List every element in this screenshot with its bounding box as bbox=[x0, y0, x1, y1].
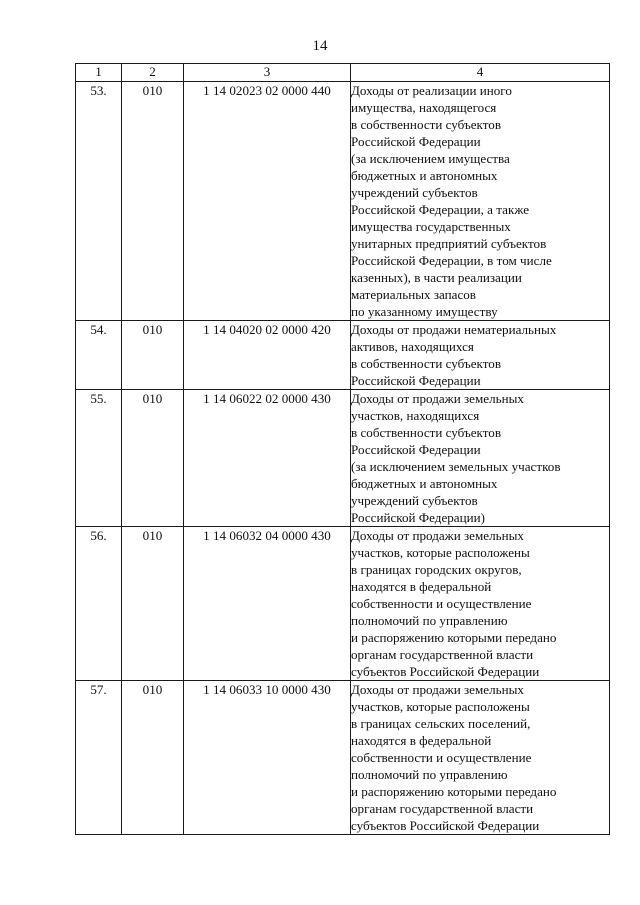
income-name-line: по указанному имуществу bbox=[351, 304, 498, 319]
table-header-row bbox=[76, 64, 610, 82]
income-name-line: полномочий по управлению bbox=[351, 613, 508, 628]
income-name-line: Российской Федерации bbox=[351, 134, 481, 149]
income-name-line: (за исключением земельных участков bbox=[351, 459, 561, 474]
income-name-cell bbox=[351, 390, 610, 527]
income-name-line: в границах городских округов, bbox=[351, 562, 522, 577]
income-name-cell bbox=[351, 527, 610, 681]
income-name-line: Доходы от продажи земельных bbox=[351, 682, 524, 697]
income-name-cell bbox=[351, 82, 610, 321]
administrator-code-cell: 010 bbox=[122, 527, 184, 681]
budget-classification-code-cell: 1 14 04020 02 0000 420 bbox=[184, 321, 351, 390]
page-number: 14 bbox=[312, 38, 328, 54]
income-name-line: бюджетных и автономных bbox=[351, 168, 498, 183]
table-row bbox=[76, 321, 610, 390]
row-number-cell: 56. bbox=[76, 527, 122, 681]
table-body bbox=[76, 82, 610, 835]
column-header-3: 3 bbox=[184, 64, 351, 82]
income-name-line: и распоряжению которыми передано bbox=[351, 630, 557, 645]
table-row bbox=[76, 527, 610, 681]
table-row bbox=[76, 681, 610, 835]
income-name-line: и распоряжению которыми передано bbox=[351, 784, 557, 799]
income-name-line: Российской Федерации) bbox=[351, 510, 485, 525]
income-name-line: активов, находящихся bbox=[351, 339, 474, 354]
income-name-line: унитарных предприятий субъектов bbox=[351, 236, 547, 251]
income-name-line: участков, находящихся bbox=[351, 408, 480, 423]
budget-classification-code-cell: 1 14 06033 10 0000 430 bbox=[184, 681, 351, 835]
income-name-line: находятся в федеральной bbox=[351, 579, 492, 594]
income-name-line: полномочий по управлению bbox=[351, 767, 508, 782]
income-name-cell bbox=[351, 321, 610, 390]
income-name-line: Российской Федерации bbox=[351, 442, 481, 457]
income-name-line: в собственности субъектов bbox=[351, 117, 502, 132]
income-name-line: материальных запасов bbox=[351, 287, 476, 302]
income-name-line: казенных), в части реализации bbox=[351, 270, 522, 285]
administrator-code-cell: 010 bbox=[122, 681, 184, 835]
administrator-code-cell: 010 bbox=[122, 321, 184, 390]
income-name-line: собственности и осуществление bbox=[351, 596, 532, 611]
income-name-line: органам государственной власти bbox=[351, 801, 534, 816]
income-name-line: в собственности субъектов bbox=[351, 356, 502, 371]
budget-classification-code-cell: 1 14 06022 02 0000 430 bbox=[184, 390, 351, 527]
income-name-line: бюджетных и автономных bbox=[351, 476, 498, 491]
income-name-line: Российской Федерации, а также bbox=[351, 202, 530, 217]
income-name-line: имущества государственных bbox=[351, 219, 511, 234]
income-name-line: в границах сельских поселений, bbox=[351, 716, 531, 731]
income-name-line: субъектов Российской Федерации bbox=[351, 664, 540, 679]
row-number-cell: 54. bbox=[76, 321, 122, 390]
budget-classification-code-cell: 1 14 06032 04 0000 430 bbox=[184, 527, 351, 681]
row-number-cell: 53. bbox=[76, 82, 122, 321]
income-name-line: субъектов Российской Федерации bbox=[351, 818, 540, 833]
income-name-line: Доходы от продажи земельных bbox=[351, 528, 524, 543]
income-name-line: Доходы от продажи нематериальных bbox=[351, 322, 557, 337]
column-header-1: 1 bbox=[76, 64, 122, 82]
income-name-line: Доходы от продажи земельных bbox=[351, 391, 524, 406]
income-name-cell bbox=[351, 681, 610, 835]
income-name-line: находятся в федеральной bbox=[351, 733, 492, 748]
income-name-line: Российской Федерации bbox=[351, 373, 481, 388]
income-name-line: собственности и осуществление bbox=[351, 750, 532, 765]
income-name-line: имущества, находящегося bbox=[351, 100, 497, 115]
row-number-cell: 57. bbox=[76, 681, 122, 835]
income-name-line: участков, которые расположены bbox=[351, 545, 530, 560]
column-header-4: 4 bbox=[351, 64, 610, 82]
income-name-line: участков, которые расположены bbox=[351, 699, 530, 714]
row-number-cell: 55. bbox=[76, 390, 122, 527]
income-name-line: учреждений субъектов bbox=[351, 493, 478, 508]
table-row bbox=[76, 390, 610, 527]
administrator-code-cell: 010 bbox=[122, 82, 184, 321]
column-header-2: 2 bbox=[122, 64, 184, 82]
table-row bbox=[76, 82, 610, 321]
income-name-line: Российской Федерации, в том числе bbox=[351, 253, 552, 268]
income-name-line: в собственности субъектов bbox=[351, 425, 502, 440]
administrator-code-cell: 010 bbox=[122, 390, 184, 527]
budget-classification-code-cell: 1 14 02023 02 0000 440 bbox=[184, 82, 351, 321]
income-name-line: органам государственной власти bbox=[351, 647, 534, 662]
income-name-line: (за исключением имущества bbox=[351, 151, 510, 166]
income-name-line: учреждений субъектов bbox=[351, 185, 478, 200]
income-codes-table bbox=[75, 63, 610, 835]
income-name-line: Доходы от реализации иного bbox=[351, 83, 512, 98]
